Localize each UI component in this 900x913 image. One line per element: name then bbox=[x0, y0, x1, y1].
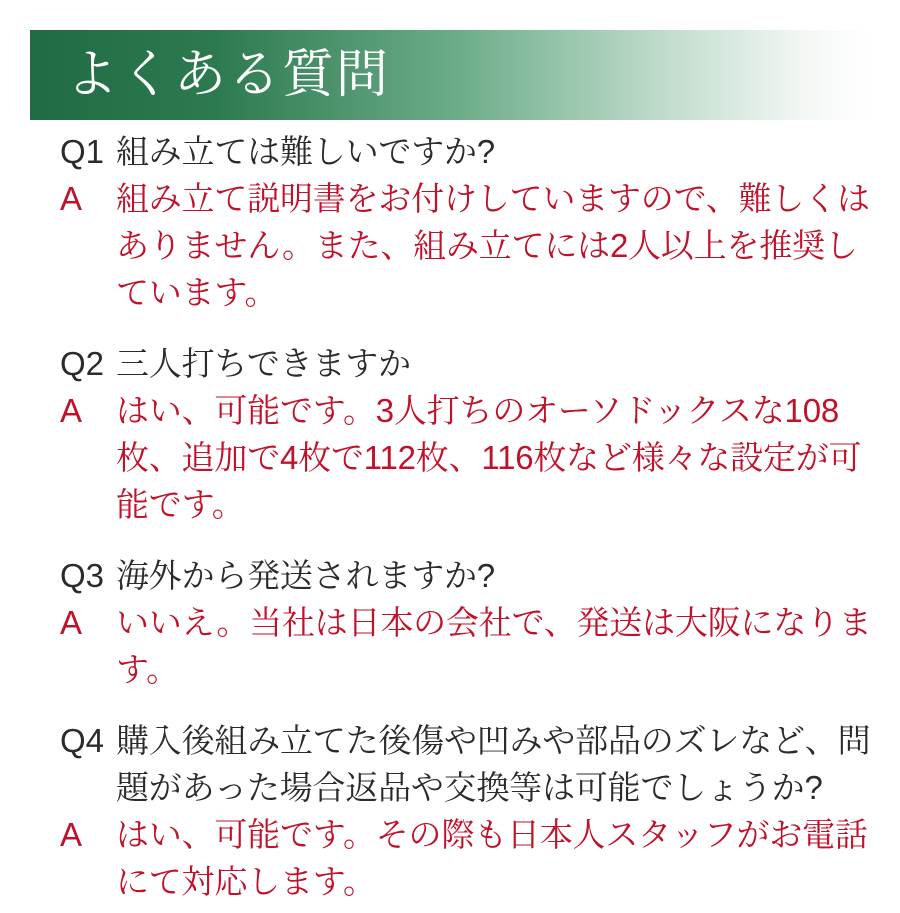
question-text: 組み立ては難しいですか? bbox=[116, 133, 495, 170]
faq-answer-row bbox=[30, 811, 876, 905]
page-title: よくある質問 bbox=[66, 46, 391, 104]
question-marker: Q2 bbox=[60, 345, 105, 382]
answer-marker: A bbox=[60, 392, 83, 429]
question-marker: Q3 bbox=[60, 557, 105, 594]
question-text: 購入後組み立てた後傷や凹みや部品のズレなど、問題があった場合返品や交換等は可能でしょうか? bbox=[116, 722, 871, 806]
question-text: 海外から発送されますか? bbox=[116, 557, 495, 594]
faq-answer-row bbox=[30, 175, 876, 316]
faq-question-row bbox=[30, 552, 876, 599]
answer-text: いいえ。当社は日本の会社で、発送は大阪になります。 bbox=[116, 604, 872, 688]
question-marker: Q1 bbox=[60, 133, 105, 170]
spacer bbox=[30, 536, 876, 552]
faq-list bbox=[30, 128, 876, 913]
answer-text: 組み立て説明書をお付けしていますので、難しくはありません。また、組み立てには2人以上を推奨しています。 bbox=[116, 180, 870, 311]
header-banner bbox=[30, 30, 870, 120]
faq-answer-row bbox=[30, 387, 876, 528]
faq-item bbox=[30, 717, 876, 905]
answer-text: はい、可能です。その際も日本人スタッフがお電話にて対応します。 bbox=[116, 816, 868, 900]
faq-question-row bbox=[30, 340, 876, 387]
spacer bbox=[30, 701, 876, 717]
faq-item bbox=[30, 128, 876, 316]
spacer bbox=[30, 324, 876, 340]
faq-answer-row bbox=[30, 599, 876, 693]
answer-text: はい、可能です。3人打ちのオーソドックスな108枚、追加で4枚で112枚、116枚など様々な設定が可能です。 bbox=[116, 392, 862, 523]
answer-marker: A bbox=[60, 180, 83, 217]
faq-question-row bbox=[30, 128, 876, 175]
answer-marker: A bbox=[60, 816, 83, 853]
question-text: 三人打ちできますか bbox=[116, 345, 411, 382]
question-marker: Q4 bbox=[60, 722, 105, 759]
faq-item bbox=[30, 340, 876, 528]
answer-marker: A bbox=[60, 604, 83, 641]
faq-item bbox=[30, 552, 876, 693]
faq-question-row bbox=[30, 717, 876, 811]
